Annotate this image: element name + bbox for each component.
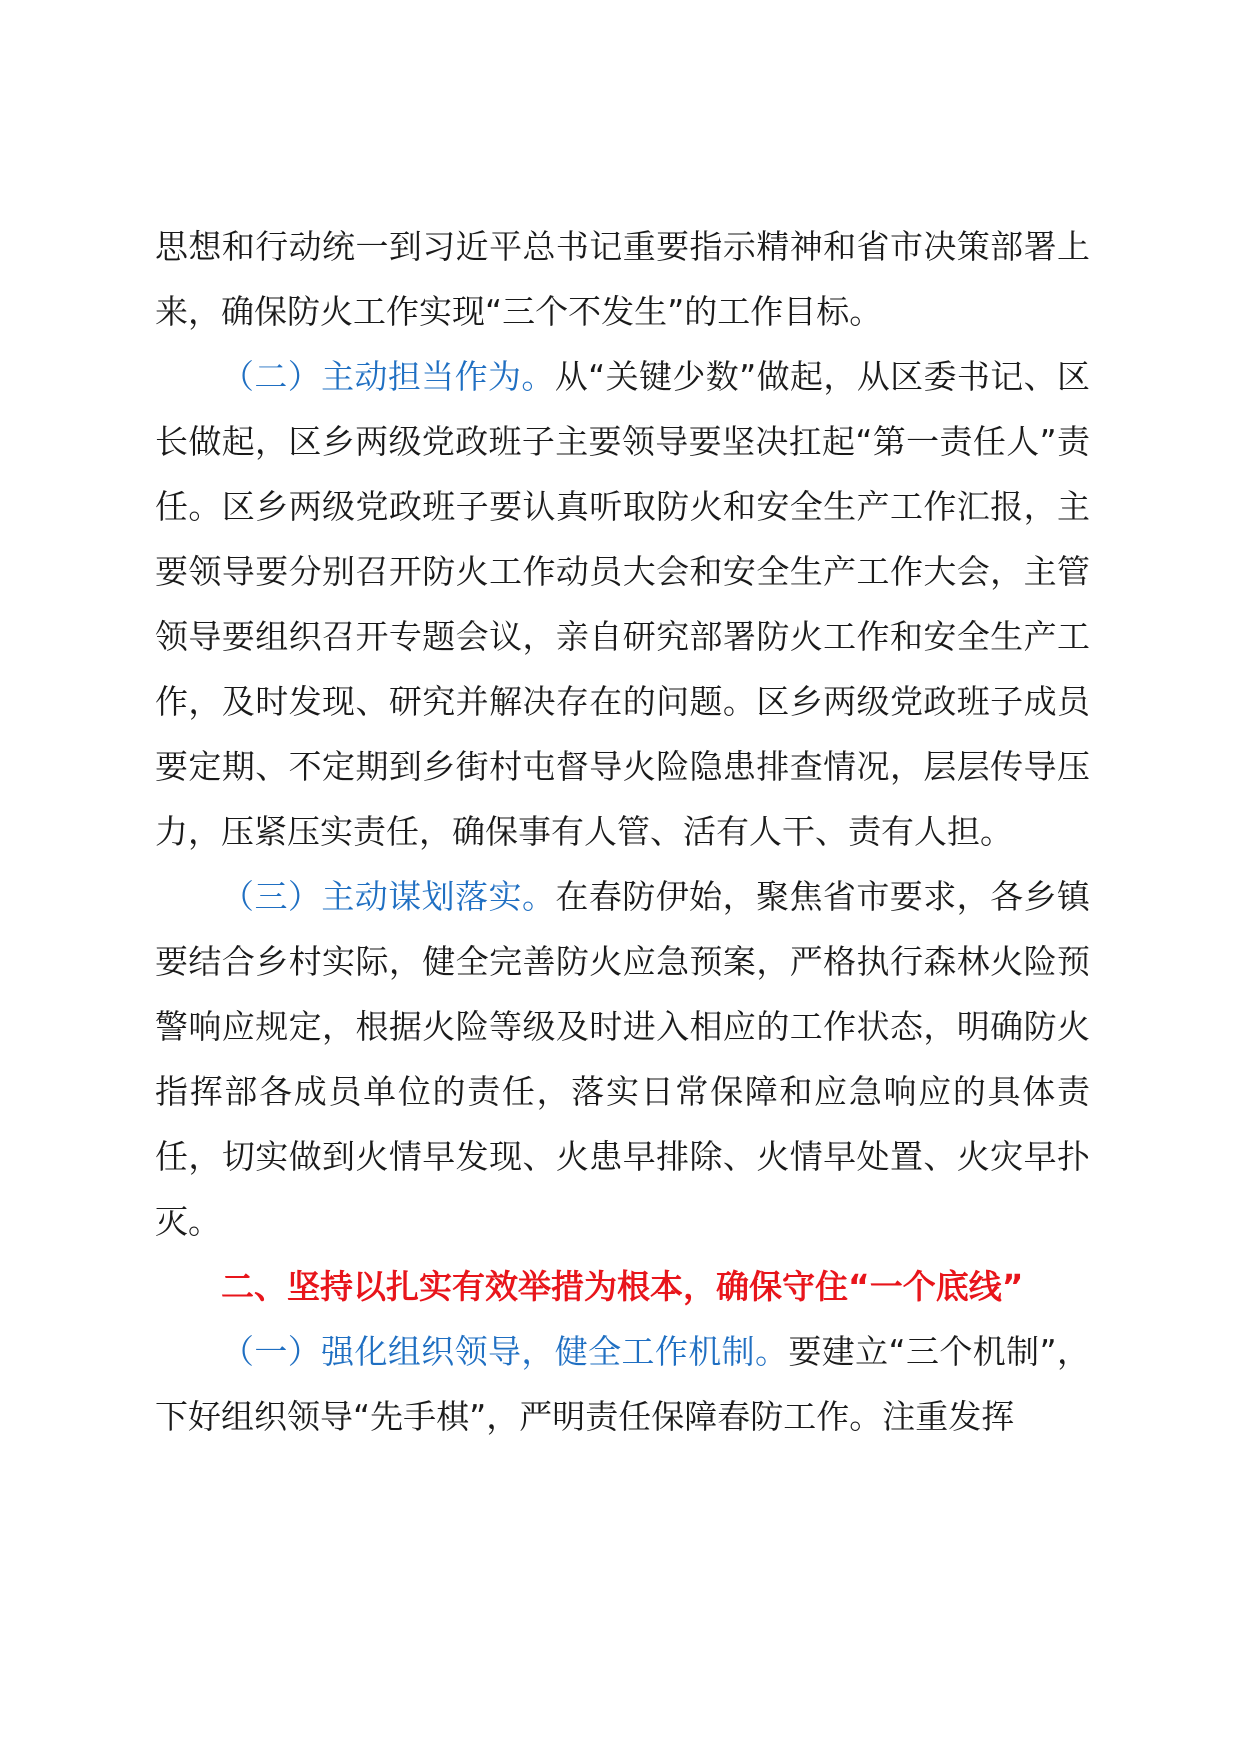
paragraph-body: 思想和行动统一到习近平总书记重要指示精神和省市决策部署上来，确保防火工作实现“三个不发生”的工作目标。	[155, 227, 1090, 331]
paragraph-proactive-responsibility	[155, 344, 1090, 864]
sub-heading: （二）主动担当作为。	[221, 357, 555, 396]
document-body	[155, 214, 1090, 1449]
section-title: 二、坚持以扎实有效举措为根本，确保守住“一个底线”	[221, 1267, 1024, 1306]
paragraph-body: 要建立“三个机制”，下好组织领导“先手棋”，严明责任保障春防工作。注重发挥	[155, 1332, 1090, 1436]
paragraph-proactive-planning	[155, 864, 1090, 1254]
paragraph-body: 在春防伊始，聚焦省市要求，各乡镇要结合乡村实际，健全完善防火应急预案，严格执行森林火险预警响应规定，根据火险等级及时进入相应的工作状态，明确防火指挥部各成员单位的责任，落实日常保障和应急响应的具体责任，切实做到火情早发现、火患早排除、火情早处置、火灾早扑灭。	[155, 877, 1091, 1241]
sub-heading: （一）强化组织领导，健全工作机制。	[221, 1332, 789, 1371]
section-heading	[155, 1254, 1090, 1319]
paragraph-organization-leadership	[155, 1319, 1090, 1449]
sub-heading: （三）主动谋划落实。	[221, 877, 556, 916]
paragraph-continuation	[155, 214, 1090, 344]
paragraph-body: 从“关键少数”做起，从区委书记、区长做起，区乡两级党政班子主要领导要坚决扛起“第一责任人”责任。区乡两级党政班子要认真听取防火和安全生产工作汇报，主要领导要分别召开防火工作动员大会和安全生产工作大会，主管领导要组织召开专题会议，亲自研究部署防火工作和安全生产工作，及时发现、研究并解决存在的问题。区乡两级党政班子成员要定期、不定期到乡街村屯督导火险隐患排查情况，层层传导压力，压紧压实责任，确保事有人管、活有人干、责有人担。	[155, 357, 1091, 851]
